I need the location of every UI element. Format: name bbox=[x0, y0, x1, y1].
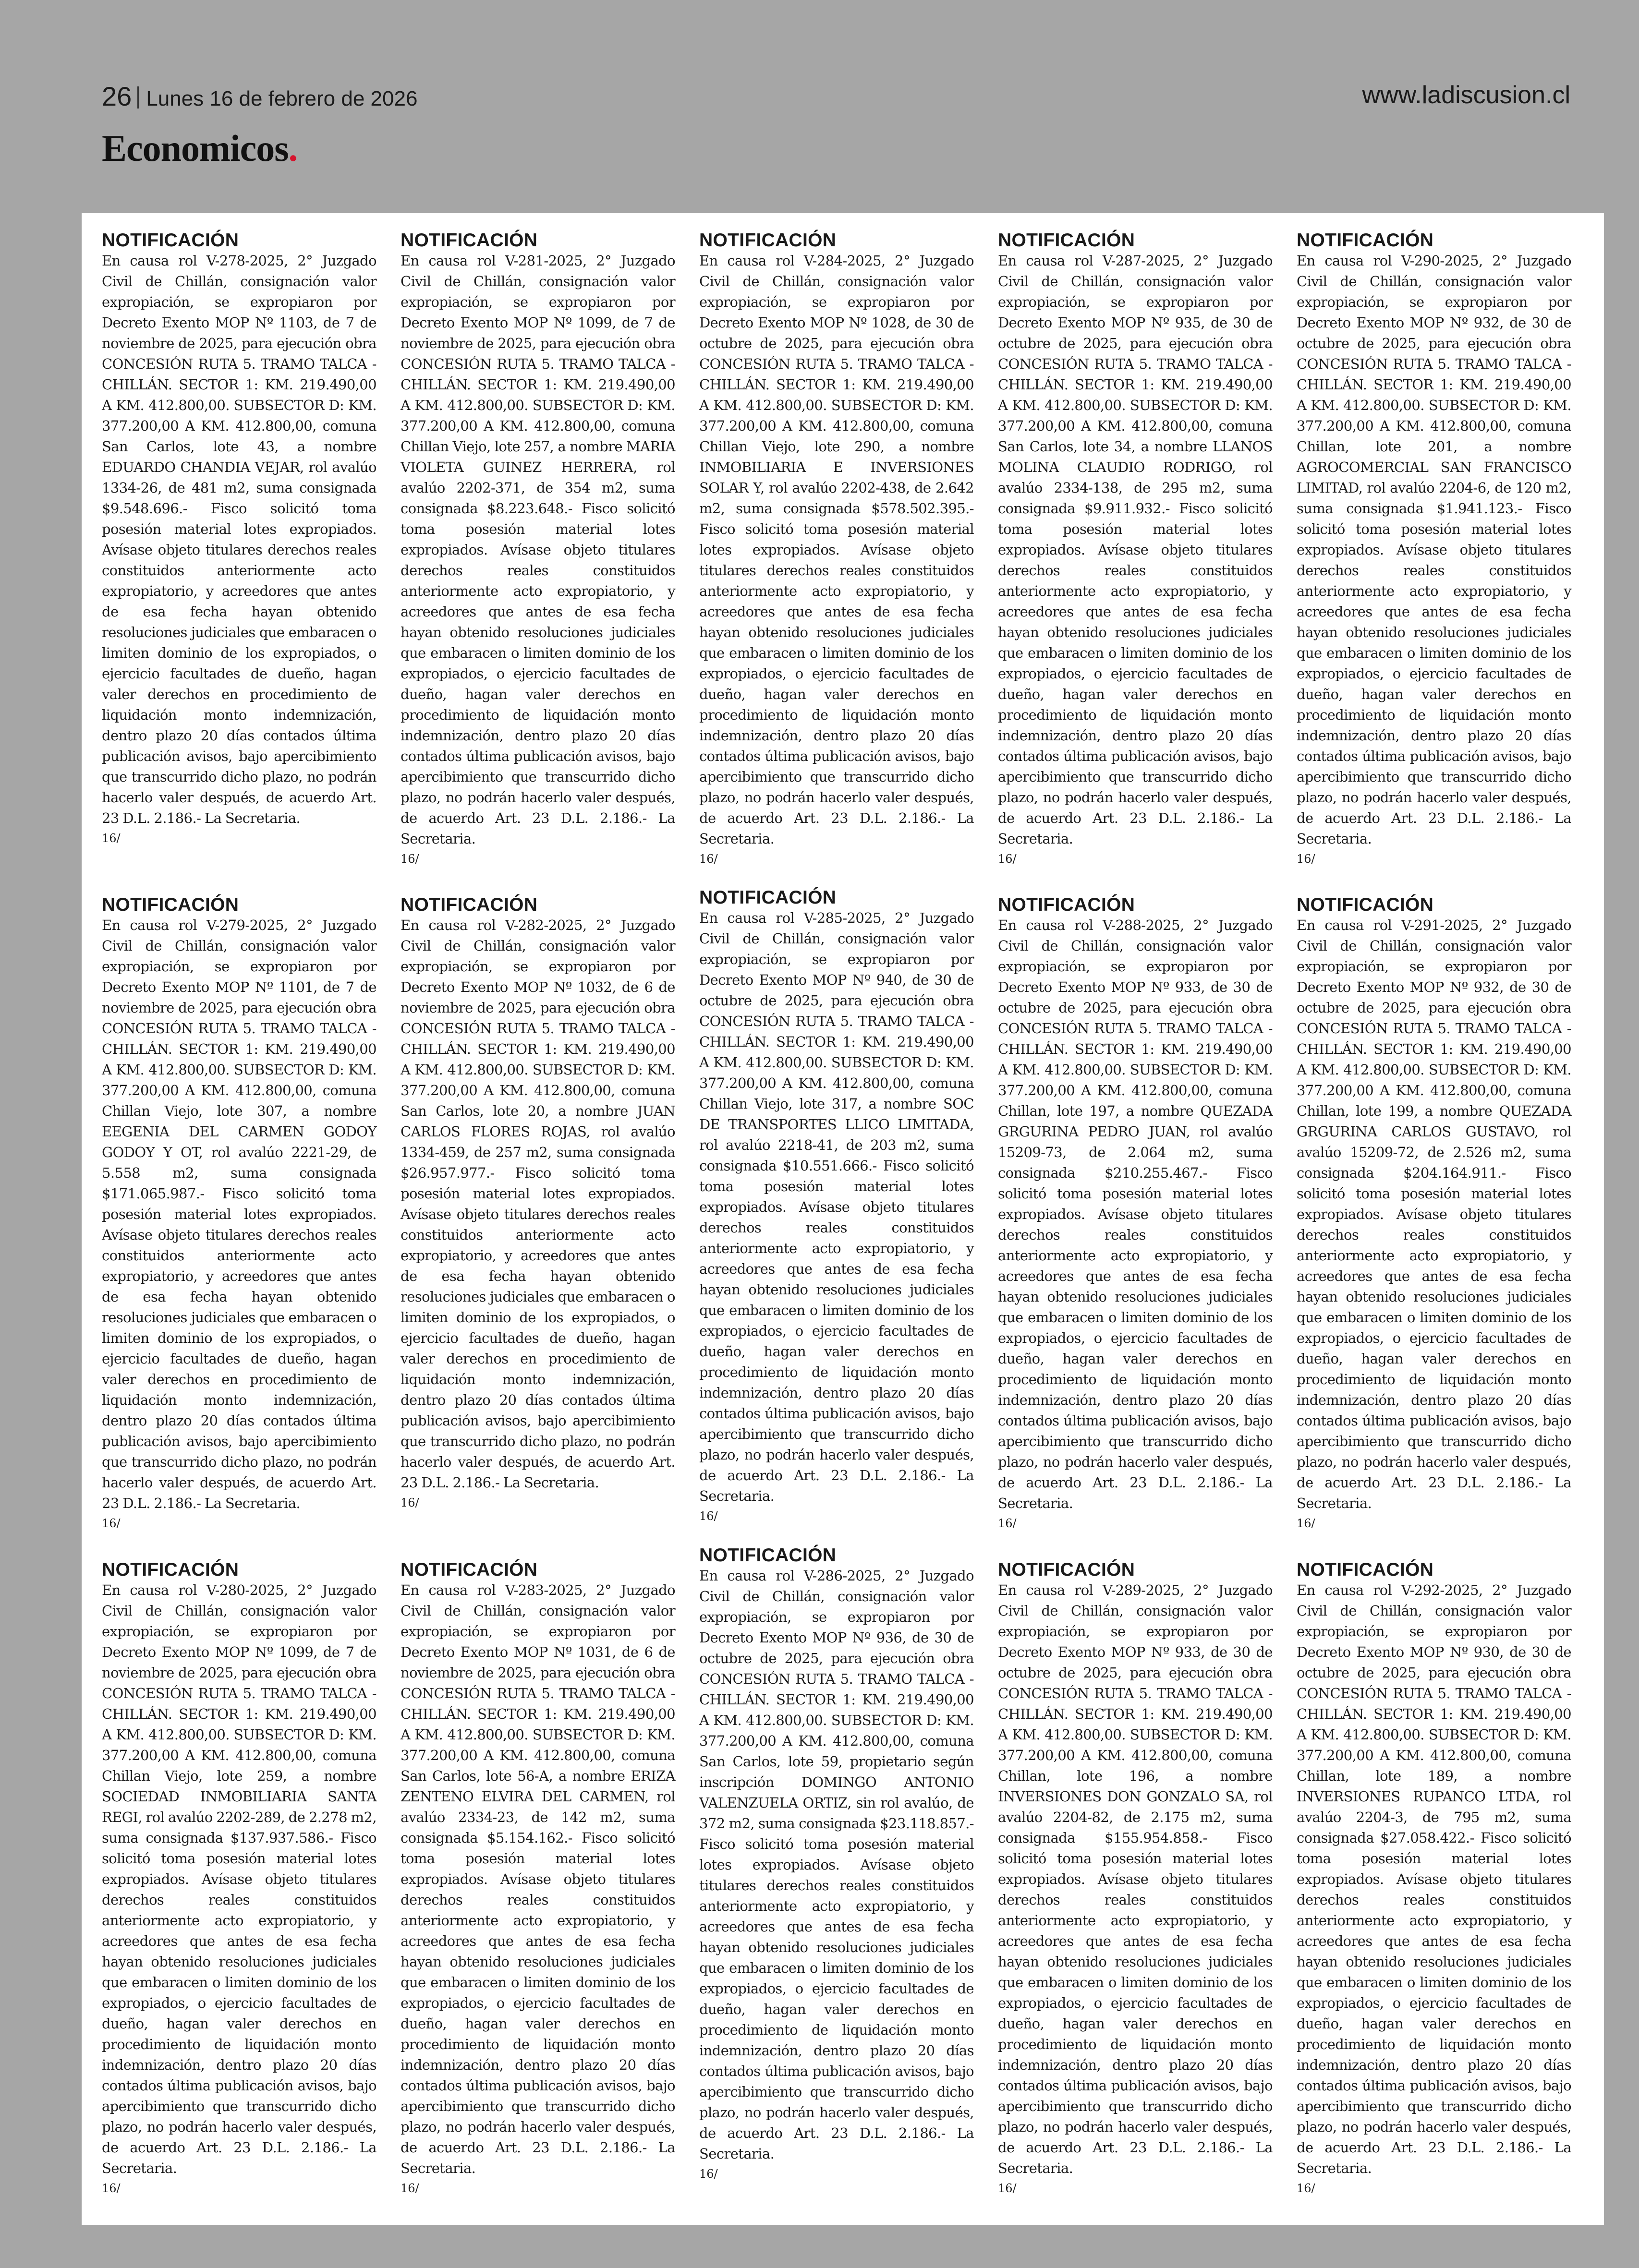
notice-code: 16/ bbox=[1297, 852, 1315, 866]
classifieds-panel bbox=[82, 213, 1604, 2225]
website-link[interactable]: www.ladiscusion.cl bbox=[1362, 81, 1570, 109]
notice-code: 16/ bbox=[401, 852, 419, 866]
notice-body: En causa rol V-292-2025, 2° Juzgado Civil de Chillán, consignación valor expropiación, se expropiaron por Decreto Exento MOP Nº 930, de 30 de octubre de 2025, para ejecución obra CONCESIÓN RUTA 5. TRAMO TALCA - CHILLÁN. SECTOR 1: KM. 219.490,00 A KM. 412.800,00. SUBSECTOR D: KM. 377.200,00 A KM. 412.800,00, comuna Chillan, lote 189, a nombre INVERSIONES RUPANCO LTDA, rol avalúo 2204-3, de 795 m2, suma consignada $27.058.422.- Fisco solicitó toma posesión material lotes expropiados. Avísase objeto titulares derechos reales constituidos anteriormente acto expropiatorio, y acreedores que antes de esa fecha hayan obtenido resoluciones judiciales que embaracen o limiten dominio de los expropiados, o ejercicio facultades de dueño, hagan valer derechos en procedimiento de liquidación monto indemnización, dentro plazo 20 días contados última publicación avisos, bajo apercibimiento que transcurrido dicho plazo, no podrán hacerlo valer después, de acuerdo Art. 23 D.L. 2.186.- La Secretaria. bbox=[1297, 1582, 1571, 2176]
notice-code: 16/ bbox=[699, 1509, 718, 1523]
notice-body: En causa rol V-278-2025, 2° Juzgado Civil de Chillán, consignación valor expropiación, se expropiaron por Decreto Exento MOP Nº 1103, de 7 de noviembre de 2025, para ejecución obra CONCESIÓN RUTA 5. TRAMO TALCA - CHILLÁN. SECTOR 1: KM. 219.490,00 A KM. 412.800,00. SUBSECTOR D: KM. 377.200,00 A KM. 412.800,00, comuna San Carlos, lote 43, a nombre EDUARDO CHANDIA VEJAR, rol avalúo 1334-26, de 481 m2, suma consignada $9.548.696.- Fisco solicitó toma posesión material lotes expropiados. Avísase objeto titulares derechos reales constituidos anteriormente acto expropiatorio, y acreedores que antes de esa fecha hayan obtenido resoluciones judiciales que embaracen o limiten dominio de los expropiados, o ejercicio facultades de dueño, hagan valer derechos en procedimiento de liquidación monto indemnización, dentro plazo 20 días contados última publicación avisos, bajo apercibimiento que transcurrido dicho plazo, no podrán hacerlo valer después, de acuerdo Art. 23 D.L. 2.186.- La Secretaria. bbox=[102, 253, 376, 826]
notice-title: NOTIFICACIÓN bbox=[699, 230, 837, 251]
notice-title: NOTIFICACIÓN bbox=[401, 230, 538, 251]
notice-body: En causa rol V-287-2025, 2° Juzgado Civil de Chillán, consignación valor expropiación, se expropiaron por Decreto Exento MOP Nº 935, de 30 de octubre de 2025, para ejecución obra CONCESIÓN RUTA 5. TRAMO TALCA - CHILLÁN. SECTOR 1: KM. 219.490,00 A KM. 412.800,00. SUBSECTOR D: KM. 377.200,00 A KM. 412.800,00, comuna San Carlos, lote 34, a nombre LLANOS MOLINA CLAUDIO RODRIGO, rol avalúo 2334-138, de 295 m2, suma consignada $9.911.932.- Fisco solicitó toma posesión material lotes expropiados. Avísase objeto titulares derechos reales constituidos anteriormente acto expropiatorio, y acreedores que antes de esa fecha hayan obtenido resoluciones judiciales que embaracen o limiten dominio de los expropiados, o ejercicio facultades de dueño, hagan valer derechos en procedimiento de liquidación monto indemnización, dentro plazo 20 días contados última publicación avisos, bajo apercibimiento que transcurrido dicho plazo, no podrán hacerlo valer después, de acuerdo Art. 23 D.L. 2.186.- La Secretaria. bbox=[998, 253, 1273, 847]
notice-title: NOTIFICACIÓN bbox=[699, 887, 837, 908]
notice-title: NOTIFICACIÓN bbox=[401, 1559, 538, 1580]
section-title-dot: . bbox=[288, 127, 298, 169]
notice-title: NOTIFICACIÓN bbox=[102, 1559, 239, 1580]
notice-title: NOTIFICACIÓN bbox=[998, 230, 1135, 251]
notice-title: NOTIFICACIÓN bbox=[699, 1545, 837, 1566]
notice-body: En causa rol V-286-2025, 2° Juzgado Civil de Chillán, consignación valor expropiación, se expropiaron por Decreto Exento MOP Nº 936, de 30 de octubre de 2025, para ejecución obra CONCESIÓN RUTA 5. TRAMO TALCA - CHILLÁN. SECTOR 1: KM. 219.490,00 A KM. 412.800,00. SUBSECTOR D: KM. 377.200,00 A KM. 412.800,00, comuna San Carlos, lote 59, propietario según inscripción DOMINGO ANTONIO VALENZUELA ORTIZ, sin rol avalúo, de 372 m2, suma consignada $23.118.857.- Fisco solicitó toma posesión material lotes expropiados. Avísase objeto titulares derechos reales constituidos anteriormente acto expropiatorio, y acreedores que antes de esa fecha hayan obtenido resoluciones judiciales que embaracen o limiten dominio de los expropiados, o ejercicio facultades de dueño, hagan valer derechos en procedimiento de liquidación monto indemnización, dentro plazo 20 días contados última publicación avisos, bajo apercibimiento que transcurrido dicho plazo, no podrán hacerlo valer después, de acuerdo Art. 23 D.L. 2.186.- La Secretaria. bbox=[699, 1568, 974, 2162]
notice-body: En causa rol V-285-2025, 2° Juzgado Civil de Chillán, consignación valor expropiación, se expropiaron por Decreto Exento MOP Nº 940, de 30 de octubre de 2025, para ejecución obra CONCESIÓN RUTA 5. TRAMO TALCA - CHILLÁN. SECTOR 1: KM. 219.490,00 A KM. 412.800,00. SUBSECTOR D: KM. 377.200,00 A KM. 412.800,00, comuna Chillan Viejo, lote 317, a nombre SOC DE TRANSPORTES LLICO LIMITADA, rol avalúo 2218-41, de 203 m2, suma consignada $10.551.666.- Fisco solicitó toma posesión material lotes expropiados. Avísase objeto titulares derechos reales constituidos anteriormente acto expropiatorio, y acreedores que antes de esa fecha hayan obtenido resoluciones judiciales que embaracen o limiten dominio de los expropiados, o ejercicio facultades de dueño, hagan valer derechos en procedimiento de liquidación monto indemnización, dentro plazo 20 días contados última publicación avisos, bajo apercibimiento que transcurrido dicho plazo, no podrán hacerlo valer después, de acuerdo Art. 23 D.L. 2.186.- La Secretaria. bbox=[699, 910, 974, 1504]
notice-code: 16/ bbox=[401, 1496, 419, 1509]
notice bbox=[1297, 895, 1571, 1533]
notice-code: 16/ bbox=[1297, 1517, 1315, 1530]
notice bbox=[102, 895, 376, 1533]
notice bbox=[102, 1560, 376, 2198]
notice bbox=[699, 1545, 974, 2184]
notice bbox=[998, 1560, 1273, 2198]
notice-title: NOTIFICACIÓN bbox=[1297, 894, 1434, 915]
section-title-text: Economicos bbox=[102, 127, 289, 169]
notice bbox=[401, 1560, 675, 2198]
notice-body: En causa rol V-283-2025, 2° Juzgado Civil de Chillán, consignación valor expropiación, se expropiaron por Decreto Exento MOP Nº 1031, de 6 de noviembre de 2025, para ejecución obra CONCESIÓN RUTA 5. TRAMO TALCA - CHILLÁN. SECTOR 1: KM. 219.490,00 A KM. 412.800,00. SUBSECTOR D: KM. 377.200,00 A KM. 412.800,00, comuna San Carlos, lote 56-A, a nombre ERIZA ZENTENO ELVIRA DEL CARMEN, rol avalúo 2334-23, de 142 m2, suma consignada $5.154.162.- Fisco solicitó toma posesión material lotes expropiados. Avísase objeto titulares derechos reales constituidos anteriormente acto expropiatorio, y acreedores que antes de esa fecha hayan obtenido resoluciones judiciales que embaracen o limiten dominio de los expropiados, o ejercicio facultades de dueño, hagan valer derechos en procedimiento de liquidación monto indemnización, dentro plazo 20 días contados última publicación avisos, bajo apercibimiento que transcurrido dicho plazo, no podrán hacerlo valer después, de acuerdo Art. 23 D.L. 2.186.- La Secretaria. bbox=[401, 1582, 675, 2176]
notice-title: NOTIFICACIÓN bbox=[102, 230, 239, 251]
notice-body: En causa rol V-284-2025, 2° Juzgado Civil de Chillán, consignación valor expropiación, se expropiaron por Decreto Exento MOP Nº 1028, de 30 de octubre de 2025, para ejecución obra CONCESIÓN RUTA 5. TRAMO TALCA - CHILLÁN. SECTOR 1: KM. 219.490,00 A KM. 412.800,00. SUBSECTOR D: KM. 377.200,00 A KM. 412.800,00, comuna Chillan Viejo, lote 290, a nombre INMOBILIARIA E INVERSIONES SOLAR Y, rol avalúo 2202-438, de 2.642 m2, suma consignada $578.502.395.- Fisco solicitó toma posesión material lotes expropiados. Avísase objeto titulares derechos reales constituidos anteriormente acto expropiatorio, y acreedores que antes de esa fecha hayan obtenido resoluciones judiciales que embaracen o limiten dominio de los expropiados, o ejercicio facultades de dueño, hagan valer derechos en procedimiento de liquidación monto indemnización, dentro plazo 20 días contados última publicación avisos, bajo apercibimiento que transcurrido dicho plazo, no podrán hacerlo valer después, de acuerdo Art. 23 D.L. 2.186.- La Secretaria. bbox=[699, 253, 974, 847]
notice-code: 16/ bbox=[699, 852, 718, 866]
notice-title: NOTIFICACIÓN bbox=[998, 1559, 1135, 1580]
notice bbox=[998, 230, 1273, 869]
notice-body: En causa rol V-280-2025, 2° Juzgado Civil de Chillán, consignación valor expropiación, se expropiaron por Decreto Exento MOP Nº 1099, de 7 de noviembre de 2025, para ejecución obra CONCESIÓN RUTA 5. TRAMO TALCA - CHILLÁN. SECTOR 1: KM. 219.490,00 A KM. 412.800,00. SUBSECTOR D: KM. 377.200,00 A KM. 412.800,00, comuna Chillan Viejo, lote 259, a nombre SOCIEDAD INMOBILIARIA SANTA REGI, rol avalúo 2202-289, de 2.278 m2, suma consignada $137.937.586.- Fisco solicitó toma posesión material lotes expropiados. Avísase objeto titulares derechos reales constituidos anteriormente acto expropiatorio, y acreedores que antes de esa fecha hayan obtenido resoluciones judiciales que embaracen o limiten dominio de los expropiados, o ejercicio facultades de dueño, hagan valer derechos en procedimiento de liquidación monto indemnización, dentro plazo 20 días contados última publicación avisos, bajo apercibimiento que transcurrido dicho plazo, no podrán hacerlo valer después, de acuerdo Art. 23 D.L. 2.186.- La Secretaria. bbox=[102, 1582, 376, 2176]
notice-body: En causa rol V-282-2025, 2° Juzgado Civil de Chillán, consignación valor expropiación, se expropiaron por Decreto Exento MOP Nº 1032, de 6 de noviembre de 2025, para ejecución obra CONCESIÓN RUTA 5. TRAMO TALCA - CHILLÁN. SECTOR 1: KM. 219.490,00 A KM. 412.800,00. SUBSECTOR D: KM. 377.200,00 A KM. 412.800,00, comuna San Carlos, lote 20, a nombre JUAN CARLOS FLORES ROJAS, rol avalúo 1334-459, de 257 m2, suma consignada $26.957.977.- Fisco solicitó toma posesión material lotes expropiados. Avísase objeto titulares derechos reales constituidos anteriormente acto expropiatorio, y acreedores que antes de esa fecha hayan obtenido resoluciones judiciales que embaracen o limiten dominio de los expropiados, o ejercicio facultades de dueño, hagan valer derechos en procedimiento de liquidación monto indemnización, dentro plazo 20 días contados última publicación avisos, bajo apercibimiento que transcurrido dicho plazo, no podrán hacerlo valer después, de acuerdo Art. 23 D.L. 2.186.- La Secretaria. bbox=[401, 917, 675, 1491]
notice-title: NOTIFICACIÓN bbox=[102, 894, 239, 915]
notice-body: En causa rol V-288-2025, 2° Juzgado Civil de Chillán, consignación valor expropiación, se expropiaron por Decreto Exento MOP Nº 933, de 30 de octubre de 2025, para ejecución obra CONCESIÓN RUTA 5. TRAMO TALCA - CHILLÁN. SECTOR 1: KM. 219.490,00 A KM. 412.800,00. SUBSECTOR D: KM. 377.200,00 A KM. 412.800,00, comuna Chillan, lote 197, a nombre QUEZADA GRGURINA PEDRO JUAN, rol avalúo 15209-73, de 2.064 m2, suma consignada $210.255.467.- Fisco solicitó toma posesión material lotes expropiados. Avísase objeto titulares derechos reales constituidos anteriormente acto expropiatorio, y acreedores que antes de esa fecha hayan obtenido resoluciones judiciales que embaracen o limiten dominio de los expropiados, o ejercicio facultades de dueño, hagan valer derechos en procedimiento de liquidación monto indemnización, dentro plazo 20 días contados última publicación avisos, bajo apercibimiento que transcurrido dicho plazo, no podrán hacerlo valer después, de acuerdo Art. 23 D.L. 2.186.- La Secretaria. bbox=[998, 917, 1273, 1511]
notice-code: 16/ bbox=[998, 2182, 1017, 2195]
notice-title: NOTIFICACIÓN bbox=[401, 894, 538, 915]
notice bbox=[998, 895, 1273, 1533]
notice bbox=[699, 230, 974, 869]
notice bbox=[699, 888, 974, 1526]
notice-code: 16/ bbox=[401, 2182, 419, 2195]
notice-code: 16/ bbox=[1297, 2182, 1315, 2195]
page-number: 26 bbox=[102, 81, 132, 111]
page-header bbox=[102, 81, 1570, 111]
notice bbox=[1297, 1560, 1571, 2198]
notice bbox=[1297, 230, 1571, 869]
notice bbox=[401, 230, 675, 869]
notice-code: 16/ bbox=[102, 2182, 121, 2195]
notice-code: 16/ bbox=[998, 1517, 1017, 1530]
notice-body: En causa rol V-291-2025, 2° Juzgado Civil de Chillán, consignación valor expropiación, se expropiaron por Decreto Exento MOP Nº 932, de 30 de octubre de 2025, para ejecución obra CONCESIÓN RUTA 5. TRAMO TALCA - CHILLÁN. SECTOR 1: KM. 219.490,00 A KM. 412.800,00. SUBSECTOR D: KM. 377.200,00 A KM. 412.800,00, comuna Chillan, lote 199, a nombre QUEZADA GRGURINA CARLOS GUSTAVO, rol avalúo 15209-72, de 2.526 m2, suma consignada $204.164.911.- Fisco solicitó toma posesión material lotes expropiados. Avísase objeto titulares derechos reales constituidos anteriormente acto expropiatorio, y acreedores que antes de esa fecha hayan obtenido resoluciones judiciales que embaracen o limiten dominio de los expropiados, o ejercicio facultades de dueño, hagan valer derechos en procedimiento de liquidación monto indemnización, dentro plazo 20 días contados última publicación avisos, bajo apercibimiento que transcurrido dicho plazo, no podrán hacerlo valer después, de acuerdo Art. 23 D.L. 2.186.- La Secretaria. bbox=[1297, 917, 1571, 1511]
section-title bbox=[102, 127, 297, 170]
notice-code: 16/ bbox=[102, 1517, 121, 1530]
notice-body: En causa rol V-279-2025, 2° Juzgado Civil de Chillán, consignación valor expropiación, se expropiaron por Decreto Exento MOP Nº 1101, de 7 de noviembre de 2025, para ejecución obra CONCESIÓN RUTA 5. TRAMO TALCA - CHILLÁN. SECTOR 1: KM. 219.490,00 A KM. 412.800,00. SUBSECTOR D: KM. 377.200,00 A KM. 412.800,00, comuna Chillan Viejo, lote 307, a nombre EEGENIA DEL CARMEN GODOY GODOY Y OT, rol avalúo 2221-29, de 5.558 m2, suma consignada $171.065.987.- Fisco solicitó toma posesión material lotes expropiados. Avísase objeto titulares derechos reales constituidos anteriormente acto expropiatorio, y acreedores que antes de esa fecha hayan obtenido resoluciones judiciales que embaracen o limiten dominio de los expropiados, o ejercicio facultades de dueño, hagan valer derechos en procedimiento de liquidación monto indemnización, dentro plazo 20 días contados última publicación avisos, bajo apercibimiento que transcurrido dicho plazo, no podrán hacerlo valer después, de acuerdo Art. 23 D.L. 2.186.- La Secretaria. bbox=[102, 917, 376, 1511]
folio-divider bbox=[137, 86, 139, 109]
notice bbox=[102, 230, 376, 848]
notice-title: NOTIFICACIÓN bbox=[1297, 1559, 1434, 1580]
issue-date: Lunes 16 de febrero de 2026 bbox=[146, 87, 418, 110]
notice-body: En causa rol V-290-2025, 2° Juzgado Civil de Chillán, consignación valor expropiación, se expropiaron por Decreto Exento MOP Nº 932, de 30 de octubre de 2025, para ejecución obra CONCESIÓN RUTA 5. TRAMO TALCA - CHILLÁN. SECTOR 1: KM. 219.490,00 A KM. 412.800,00. SUBSECTOR D: KM. 377.200,00 A KM. 412.800,00, comuna Chillan, lote 201, a nombre AGROCOMERCIAL SAN FRANCISCO LIMITAD, rol avalúo 2204-6, de 120 m2, suma consignada $1.941.123.- Fisco solicitó toma posesión material lotes expropiados. Avísase objeto titulares derechos reales constituidos anteriormente acto expropiatorio, y acreedores que antes de esa fecha hayan obtenido resoluciones judiciales que embaracen o limiten dominio de los expropiados, o ejercicio facultades de dueño, hagan valer derechos en procedimiento de liquidación monto indemnización, dentro plazo 20 días contados última publicación avisos, bajo apercibimiento que transcurrido dicho plazo, no podrán hacerlo valer después, de acuerdo Art. 23 D.L. 2.186.- La Secretaria. bbox=[1297, 253, 1571, 847]
notice-title: NOTIFICACIÓN bbox=[998, 894, 1135, 915]
folio bbox=[102, 81, 417, 112]
notice-code: 16/ bbox=[102, 832, 121, 845]
notice-code: 16/ bbox=[998, 852, 1017, 866]
notice-code: 16/ bbox=[699, 2167, 718, 2181]
notice-body: En causa rol V-281-2025, 2° Juzgado Civil de Chillán, consignación valor expropiación, se expropiaron por Decreto Exento MOP Nº 1099, de 7 de noviembre de 2025, para ejecución obra CONCESIÓN RUTA 5. TRAMO TALCA - CHILLÁN. SECTOR 1: KM. 219.490,00 A KM. 412.800,00. SUBSECTOR D: KM. 377.200,00 A KM. 412.800,00, comuna Chillan Viejo, lote 257, a nombre MARIA VIOLETA GUINEZ HERRERA, rol avalúo 2202-371, de 354 m2, suma consignada $8.223.648.- Fisco solicitó toma posesión material lotes expropiados. Avísase objeto titulares derechos reales constituidos anteriormente acto expropiatorio, y acreedores que antes de esa fecha hayan obtenido resoluciones judiciales que embaracen o limiten dominio de los expropiados, o ejercicio facultades de dueño, hagan valer derechos en procedimiento de liquidación monto indemnización, dentro plazo 20 días contados última publicación avisos, bajo apercibimiento que transcurrido dicho plazo, no podrán hacerlo valer después, de acuerdo Art. 23 D.L. 2.186.- La Secretaria. bbox=[401, 253, 675, 847]
notice-title: NOTIFICACIÓN bbox=[1297, 230, 1434, 251]
notice bbox=[401, 895, 675, 1512]
notice-body: En causa rol V-289-2025, 2° Juzgado Civil de Chillán, consignación valor expropiación, se expropiaron por Decreto Exento MOP Nº 933, de 30 de octubre de 2025, para ejecución obra CONCESIÓN RUTA 5. TRAMO TALCA - CHILLÁN. SECTOR 1: KM. 219.490,00 A KM. 412.800,00. SUBSECTOR D: KM. 377.200,00 A KM. 412.800,00, comuna Chillan, lote 196, a nombre INVERSIONES DON GONZALO SA, rol avalúo 2204-82, de 2.175 m2, suma consignada $155.954.858.- Fisco solicitó toma posesión material lotes expropiados. Avísase objeto titulares derechos reales constituidos anteriormente acto expropiatorio, y acreedores que antes de esa fecha hayan obtenido resoluciones judiciales que embaracen o limiten dominio de los expropiados, o ejercicio facultades de dueño, hagan valer derechos en procedimiento de liquidación monto indemnización, dentro plazo 20 días contados última publicación avisos, bajo apercibimiento que transcurrido dicho plazo, no podrán hacerlo valer después, de acuerdo Art. 23 D.L. 2.186.- La Secretaria. bbox=[998, 1582, 1273, 2176]
